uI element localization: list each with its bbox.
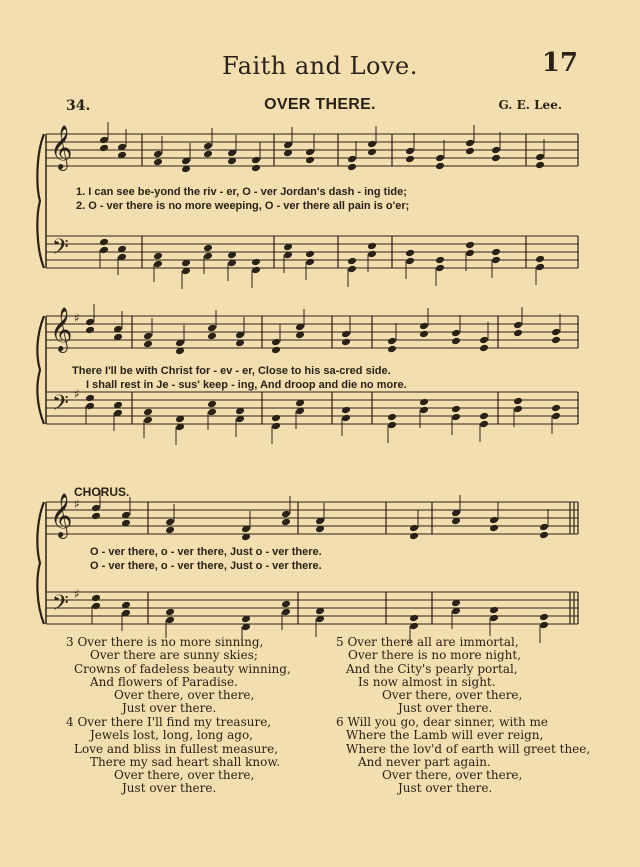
lyric-chorus-line1: O - ver there, o - ver there, Just o - ver there.: [90, 546, 322, 558]
treble-note: [143, 332, 153, 341]
treble-note: [347, 155, 357, 164]
bass-note: [207, 400, 217, 409]
treble-note: [539, 531, 549, 540]
bass-note: [419, 398, 429, 407]
stanza-line: And never part again.: [358, 754, 491, 769]
lyric-verse1-line2: There I'll be with Christ for - ev - er, Close to his sa-cred side.: [72, 365, 391, 377]
treble-note: [251, 156, 261, 165]
treble-note: [405, 147, 415, 156]
lyric-verse2-line2: I shall rest in Je - sus' keep - ing, And droop and die no more.: [86, 379, 407, 391]
treble-note: [535, 161, 545, 170]
stanza-line: Where the Lamb will ever reign,: [346, 728, 544, 743]
bass-note: [513, 405, 523, 414]
bass-note: [99, 238, 109, 247]
bass-note: [539, 621, 549, 630]
treble-note: [99, 136, 109, 145]
treble-note: [165, 518, 175, 527]
stanza-5: [336, 636, 522, 716]
stanza-line: Over there, over there,: [382, 688, 523, 703]
treble-note: [489, 524, 499, 533]
treble-note: [435, 162, 445, 171]
bass-note: [551, 412, 561, 421]
bass-note: [143, 416, 153, 425]
stanza-line: And flowers of Paradise.: [90, 674, 238, 689]
treble-note: [367, 140, 377, 149]
bass-note: [535, 255, 545, 264]
bass-note: [451, 413, 461, 422]
treble-note: [207, 324, 217, 333]
bass-note: [251, 258, 261, 267]
stanza-line: 5 Over there all are immortal,: [336, 635, 519, 649]
bass-note: [281, 600, 291, 609]
stanza-line: Over there, over there,: [114, 688, 255, 703]
treble-note: [271, 338, 281, 347]
treble-note: [451, 337, 461, 346]
treble-note: [143, 340, 153, 349]
bass-note: [419, 406, 429, 415]
treble-note: [451, 329, 461, 338]
stanza-line: 6 Will you go, dear sinner, with me: [336, 715, 549, 729]
bass-note: [435, 256, 445, 265]
treble-note: [347, 163, 357, 172]
treble-note: [409, 524, 419, 533]
bass-note: [535, 263, 545, 272]
treble-note: [99, 144, 109, 153]
bass-clef-icon: 𝄢: [52, 591, 69, 621]
treble-note: [513, 329, 523, 338]
bass-note: [99, 246, 109, 255]
bass-note: [489, 606, 499, 615]
bass-note: [409, 614, 419, 623]
bass-note: [251, 266, 261, 275]
treble-note: [153, 150, 163, 159]
treble-note: [387, 345, 397, 354]
treble-note: [489, 516, 499, 525]
lyric-verse2-line1: 2. O - ver there is no more weeping, O - ver there all pain is o'er;: [76, 200, 410, 212]
treble-note: [281, 510, 291, 519]
bass-note: [405, 257, 415, 266]
bass-note: [165, 608, 175, 617]
bass-note: [479, 420, 489, 429]
treble-note: [153, 158, 163, 167]
bass-note: [513, 397, 523, 406]
stanza-line: Where the lov'd of earth will greet thee,: [346, 741, 591, 756]
bass-note: [347, 265, 357, 274]
treble-note: [435, 154, 445, 163]
stanza-line: 4 Over there I'll find my treasure,: [66, 715, 272, 729]
stanza-line: Just over there.: [398, 701, 493, 716]
stanza-line: Just over there.: [398, 781, 493, 796]
treble-note: [479, 336, 489, 345]
bass-note: [465, 249, 475, 258]
bass-note: [491, 248, 501, 257]
bass-note: [435, 264, 445, 273]
bass-note: [489, 614, 499, 623]
bass-clef-icon: 𝄢: [52, 391, 69, 421]
bass-note: [551, 404, 561, 413]
stanza-line: Over there are sunny skies;: [90, 648, 258, 663]
bass-note: [203, 252, 213, 261]
treble-note: [91, 504, 101, 513]
page-number: 17: [541, 48, 578, 78]
treble-note: [491, 154, 501, 163]
bass-note: [305, 250, 315, 259]
stanza-line: Over there, over there,: [382, 768, 523, 783]
bass-clef-icon: 𝄢: [52, 235, 69, 265]
bass-note: [491, 256, 501, 265]
bass-note: [341, 414, 351, 423]
composer: G. E. Lee.: [498, 98, 562, 112]
bass-note: [387, 421, 397, 430]
sharp-icon: ♯: [74, 387, 80, 401]
treble-note: [91, 512, 101, 521]
system-brace: [37, 316, 44, 424]
bass-note: [165, 616, 175, 625]
stanza-line: Over there is no more night,: [348, 648, 522, 663]
treble-note: [165, 526, 175, 535]
treble-note: [281, 518, 291, 527]
treble-note: [551, 328, 561, 337]
treble-clef-icon: 𝄞: [50, 125, 73, 169]
bass-note: [387, 413, 397, 422]
bass-note: [271, 414, 281, 423]
treble-note: [305, 156, 315, 165]
stanza-6: [336, 716, 590, 796]
treble-clef-icon: 𝄞: [50, 493, 73, 537]
stanza-4: [66, 716, 280, 796]
treble-note: [341, 330, 351, 339]
bass-note: [85, 402, 95, 411]
sharp-icon: ♯: [74, 587, 80, 601]
treble-note: [491, 146, 501, 155]
bass-note: [207, 408, 217, 417]
treble-note: [341, 338, 351, 347]
bass-note: [305, 258, 315, 267]
treble-note: [479, 344, 489, 353]
stanza-line: Just over there.: [122, 781, 217, 796]
stanza-3: [66, 636, 291, 716]
bass-note: [271, 422, 281, 431]
bass-note: [91, 594, 101, 603]
bass-note: [143, 408, 153, 417]
treble-note: [513, 321, 523, 330]
treble-note: [85, 326, 95, 335]
treble-note: [551, 336, 561, 345]
sharp-icon: ♯: [74, 497, 80, 511]
chorus-label: CHORUS.: [74, 485, 130, 499]
hymn-title: OVER THERE.: [264, 96, 376, 113]
bass-note: [409, 622, 419, 631]
lyric-verse1-line1: 1. I can see be-yond the riv - er, O - ver Jordan's dash - ing tide;: [76, 186, 407, 198]
stanza-line: Jewels lost, long, long ago,: [90, 728, 254, 743]
bass-note: [465, 241, 475, 250]
treble-note: [203, 150, 213, 159]
treble-clef-icon: 𝄞: [50, 307, 73, 351]
bass-note: [281, 608, 291, 617]
stanza-line: There my sad heart shall know.: [90, 754, 281, 769]
treble-note: [251, 164, 261, 173]
treble-note: [419, 322, 429, 331]
hymn-number: 34.: [66, 98, 91, 114]
bass-note: [539, 613, 549, 622]
bass-note: [479, 412, 489, 421]
stanza-line: 3 Over there is no more sinning,: [66, 635, 264, 649]
bass-note: [341, 406, 351, 415]
system-brace: [37, 134, 44, 268]
treble-note: [409, 532, 419, 541]
bass-note: [153, 252, 163, 261]
system-brace: [37, 502, 44, 624]
treble-note: [405, 155, 415, 164]
stanza-line: Just over there.: [122, 701, 217, 716]
stanza-line: Love and bliss in fullest measure,: [74, 741, 279, 756]
treble-note: [419, 330, 429, 339]
treble-note: [535, 153, 545, 162]
bass-note: [91, 602, 101, 611]
treble-note: [465, 139, 475, 148]
bass-note: [367, 242, 377, 251]
treble-note: [367, 148, 377, 157]
bass-note: [347, 257, 357, 266]
section-title: Faith and Love.: [222, 52, 418, 80]
bass-note: [85, 394, 95, 403]
treble-note: [85, 318, 95, 327]
bass-note: [367, 250, 377, 259]
bass-note: [203, 244, 213, 253]
treble-note: [465, 147, 475, 156]
bass-note: [153, 260, 163, 269]
bass-note: [451, 405, 461, 414]
stanza-line: And the City's pearly portal,: [346, 661, 518, 676]
bass-note: [405, 249, 415, 258]
sharp-icon: ♯: [74, 311, 80, 325]
treble-note: [305, 148, 315, 157]
treble-note: [207, 332, 217, 341]
stanza-line: Crowns of fadeless beauty winning,: [74, 661, 291, 676]
treble-note: [271, 346, 281, 355]
treble-note: [387, 337, 397, 346]
lyric-chorus-line2: O - ver there, o - ver there, Just o - ver there.: [90, 560, 322, 572]
stanza-line: Over there, over there,: [114, 768, 255, 783]
stanza-line: Is now almost in sight.: [358, 674, 496, 689]
treble-note: [203, 142, 213, 151]
treble-note: [539, 523, 549, 532]
